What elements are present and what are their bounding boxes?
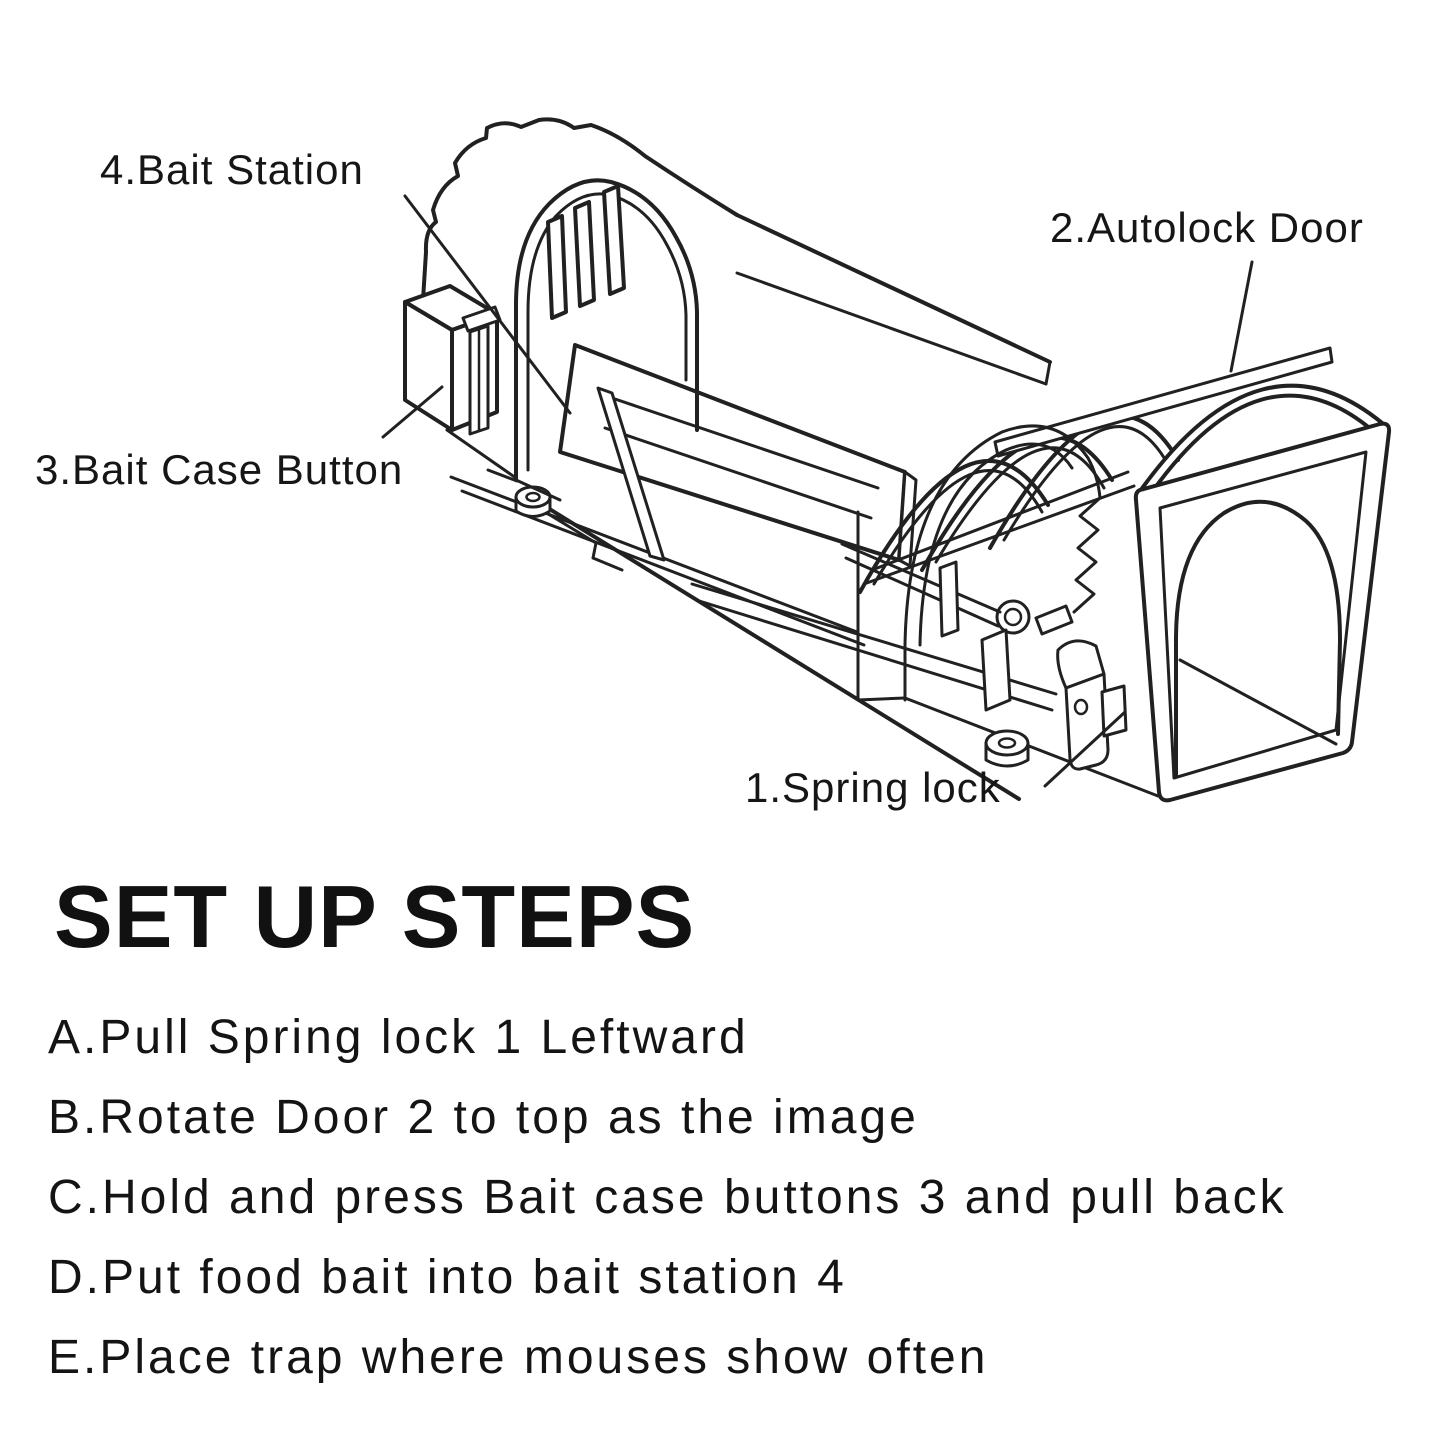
setup-step-c: C.Hold and press Bait case buttons 3 and pull back (48, 1171, 1287, 1224)
autolock-door-module (858, 348, 1389, 800)
label-autolock-door: 2.Autolock Door (1050, 204, 1364, 251)
label-bait-station: 4.Bait Station (100, 146, 364, 193)
leader-autolock-door (1231, 262, 1252, 371)
setup-steps-title: SET UP STEPS (54, 867, 696, 966)
setup-step-d: D.Put food bait into bait station 4 (48, 1251, 847, 1304)
setup-step-e: E.Place trap where mouses show often (48, 1331, 989, 1384)
label-spring-lock: 1.Spring lock (745, 764, 1001, 811)
setup-step-a: A.Pull Spring lock 1 Leftward (48, 1011, 749, 1064)
label-bait-case-button: 3.Bait Case Button (35, 446, 404, 493)
setup-steps-list (48, 998, 1287, 1398)
bait-case (405, 286, 500, 434)
corridor (451, 215, 1056, 799)
setup-step-b: B.Rotate Door 2 to top as the image (48, 1091, 919, 1144)
